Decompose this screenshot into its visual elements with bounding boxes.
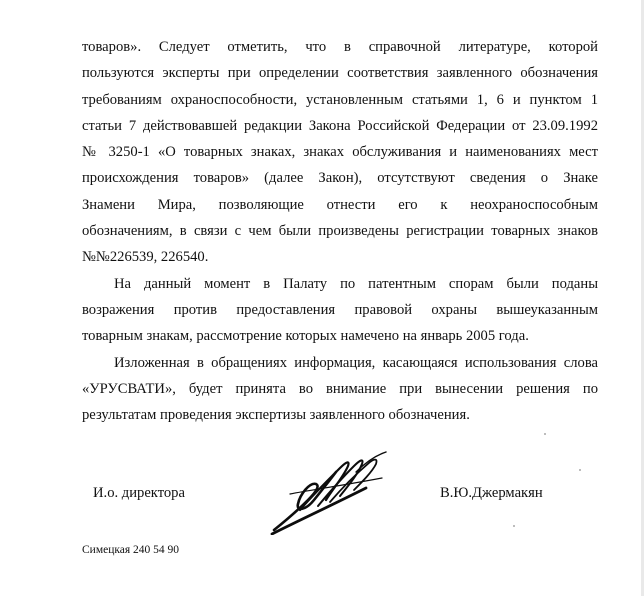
paragraph-1-line: происхождения товаров» (далее Закон), отсутствуют сведения о Знаке (82, 170, 598, 187)
paragraph-1-line: №№226539, 226540. (82, 249, 209, 266)
paragraph-3-line: результатам проведения экспертизы заявленного обозначения. (82, 407, 470, 424)
paragraph-1-line: обозначениям, в связи с чем были произведены регистрации товарных знаков (82, 223, 598, 240)
signatory-title: И.о. директора (93, 485, 185, 501)
paragraph-3-line: Изложенная в обращениях информация, касающаяся использования слова (114, 354, 598, 371)
scan-speck (579, 469, 581, 471)
paragraph-1-line: требованиям охраноспособности, установленным статьями 1, 6 и пунктом 1 (82, 91, 598, 108)
signatory-name: В.Ю.Джермакян (440, 485, 543, 501)
scan-speck (544, 433, 546, 435)
paragraph-1-line: товаров». Следует отметить, что в справочной литературе, которой (82, 39, 598, 55)
paragraph-1-line: пользуются эксперты при определении соответствия заявленного обозначения (82, 65, 598, 82)
paragraph-1-line: Знамени Мира, позволяющие отнести его к неохраноспособным (82, 196, 598, 213)
paragraph-1-line: статьи 7 действовавшей редакции Закона Российской Федерации от 23.09.1992 (82, 117, 598, 134)
paragraph-2-line: возражения против предоставления правовой охраны вышеуказанным (82, 301, 598, 318)
paragraph-1-line: № 3250-1 «О товарных знаках, знаках обслуживания и наименованиях мест (82, 144, 598, 161)
handwritten-signature (270, 450, 390, 535)
executor-contact: Симецкая 240 54 90 (82, 544, 180, 556)
paragraph-2-line: На данный момент в Палату по патентным спорам были поданы (114, 275, 598, 292)
paragraph-2-line: товарным знакам, рассмотрение которых намечено на январь 2005 года. (82, 328, 529, 345)
paragraph-3-line: «УРУСВАТИ», будет принята во внимание при вынесении решения по (82, 380, 598, 397)
scan-speck (513, 525, 515, 527)
